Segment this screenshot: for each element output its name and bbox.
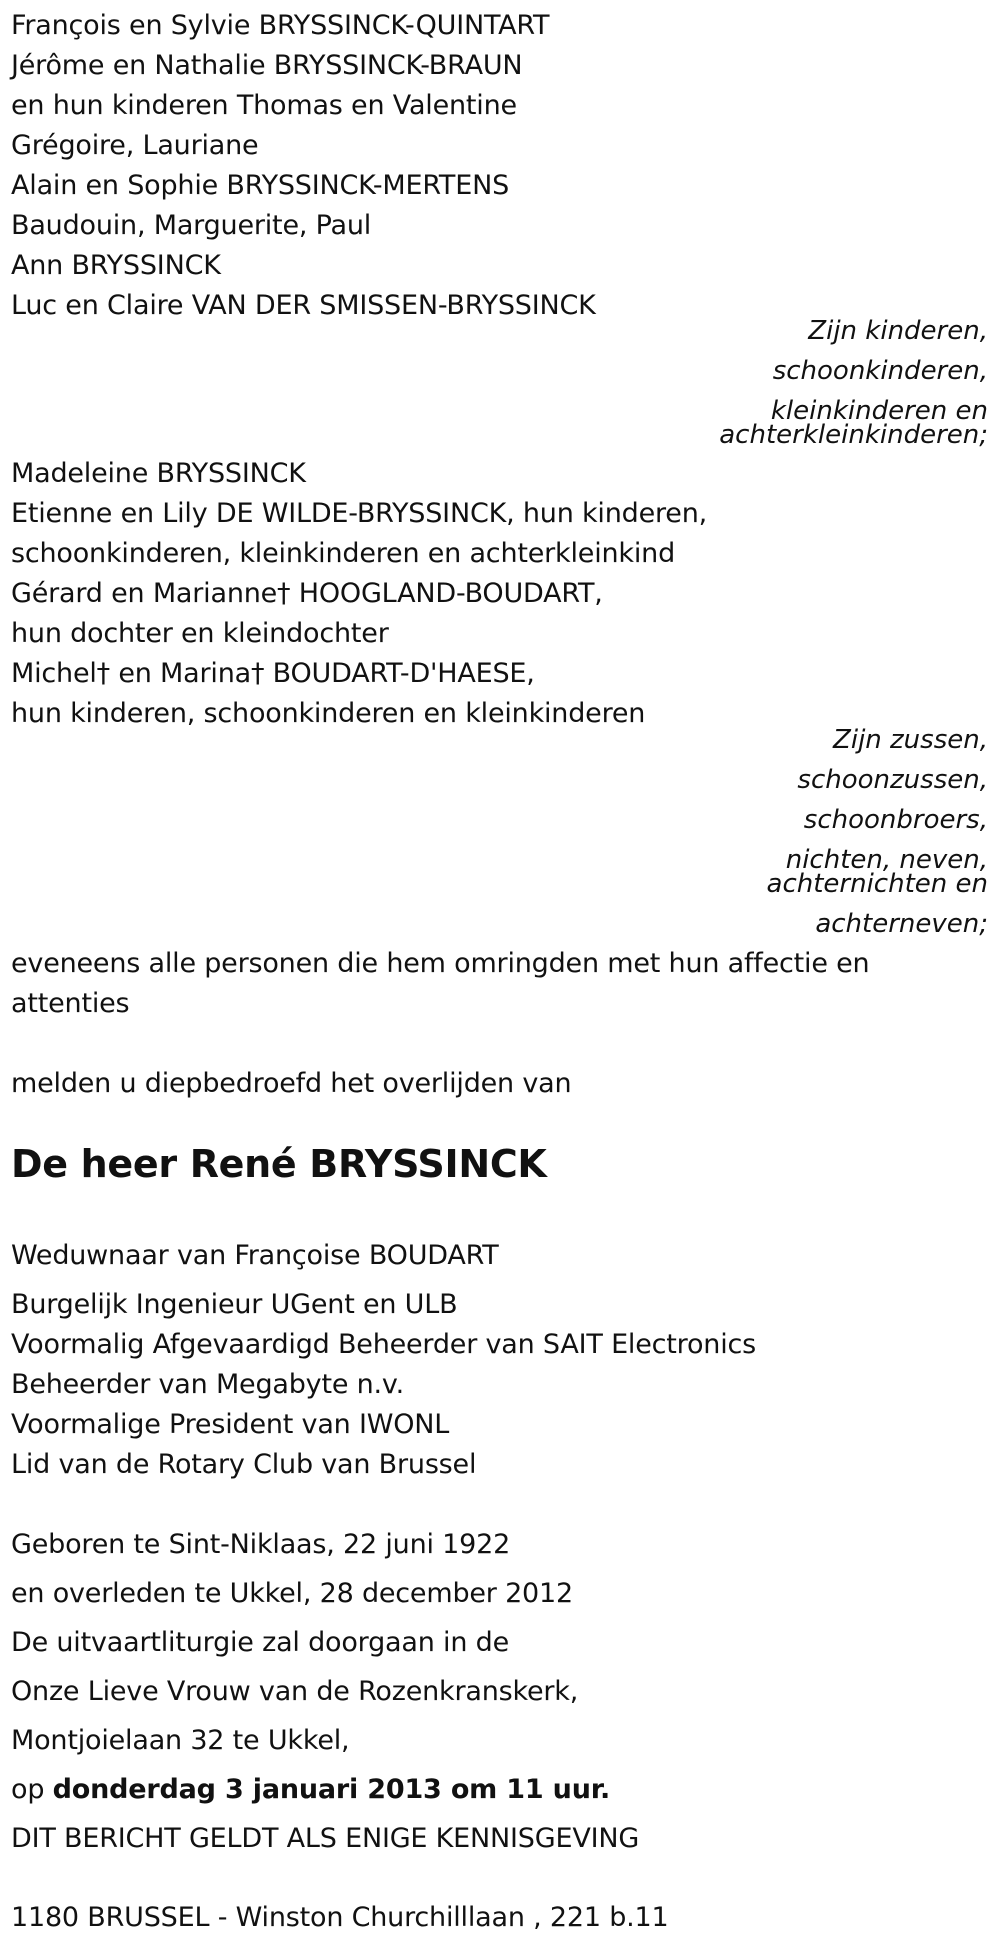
family-line: Grégoire, Lauriane (11, 130, 259, 161)
family-line: hun kinderen, schoonkinderen en kleinkinderen (11, 698, 646, 729)
funeral-line: De uitvaartliturgie zal doorgaan in de (11, 1627, 509, 1658)
family-line: hun dochter en kleindochter (11, 618, 389, 649)
birth-line: Geboren te Sint-Niklaas, 22 juni 1922 (11, 1529, 511, 1560)
relation-line: achternichten en (766, 869, 988, 899)
funeral-line: Onze Lieve Vrouw van de Rozenkranskerk, (11, 1676, 579, 1707)
relation-line: schoonbroers, (803, 805, 988, 835)
relation-line: schoonzussen, (797, 765, 988, 795)
notice-line: DIT BERICHT GELDT ALS ENIGE KENNISGEVING (11, 1823, 640, 1854)
relation-line: Zijn kinderen, (808, 316, 988, 346)
relation-line: achterkleinkinderen; (719, 420, 988, 450)
relation-line: nichten, neven, (785, 845, 988, 875)
title-line: Voormalige President van IWONL (11, 1409, 450, 1440)
deceased-name: De heer René BRYSSINCK (11, 1142, 547, 1186)
funeral-date: donderdag 3 januari 2013 om 11 uur. (52, 1774, 611, 1805)
address-line: 1180 BRUSSEL - Winston Churchilllaan , 221 b.11 (11, 1902, 669, 1933)
funeral-date-line (11, 1776, 610, 1803)
title-line: Burgelijk Ingenieur UGent en ULB (11, 1289, 458, 1320)
date-prefix: op (11, 1774, 45, 1805)
relation-line: achterneven; (815, 909, 988, 939)
family-line: François en Sylvie BRYSSINCK-QUINTART (11, 10, 550, 41)
family-line: Baudouin, Marguerite, Paul (11, 210, 372, 241)
family-line: Jérôme en Nathalie BRYSSINCK-BRAUN (11, 50, 523, 81)
family-line: Michel† en Marina† BOUDART-D'HAESE, (11, 658, 535, 689)
family-line: en hun kinderen Thomas en Valentine (11, 90, 517, 121)
family-line: Ann BRYSSINCK (11, 250, 221, 281)
title-line: Lid van de Rotary Club van Brussel (11, 1449, 477, 1480)
family-line: schoonkinderen, kleinkinderen en achterkleinkind (11, 538, 676, 569)
relation-line: kleinkinderen en (770, 396, 988, 426)
relation-line: Zijn zussen, (833, 725, 988, 755)
death-line: en overleden te Ukkel, 28 december 2012 (11, 1578, 573, 1609)
family-line: Gérard en Marianne† HOOGLAND-BOUDART, (11, 578, 603, 609)
family-line: Alain en Sophie BRYSSINCK-MERTENS (11, 170, 510, 201)
announcement: melden u diepbedroefd het overlijden van (11, 1068, 572, 1099)
widower-line: Weduwnaar van Françoise BOUDART (11, 1240, 499, 1271)
family-line: Etienne en Lily DE WILDE-BRYSSINCK, hun kinderen, (11, 498, 707, 529)
others-line: attenties (11, 988, 130, 1019)
title-line: Voormalig Afgevaardigd Beheerder van SAIT Electronics (11, 1329, 757, 1360)
others-line: eveneens alle personen die hem omringden met hun affectie en (11, 948, 870, 979)
funeral-line: Montjoielaan 32 te Ukkel, (11, 1725, 350, 1756)
family-line: Madeleine BRYSSINCK (11, 458, 306, 489)
family-line: Luc en Claire VAN DER SMISSEN-BRYSSINCK (11, 290, 596, 321)
relation-line: schoonkinderen, (772, 356, 988, 386)
title-line: Beheerder van Megabyte n.v. (11, 1369, 404, 1400)
